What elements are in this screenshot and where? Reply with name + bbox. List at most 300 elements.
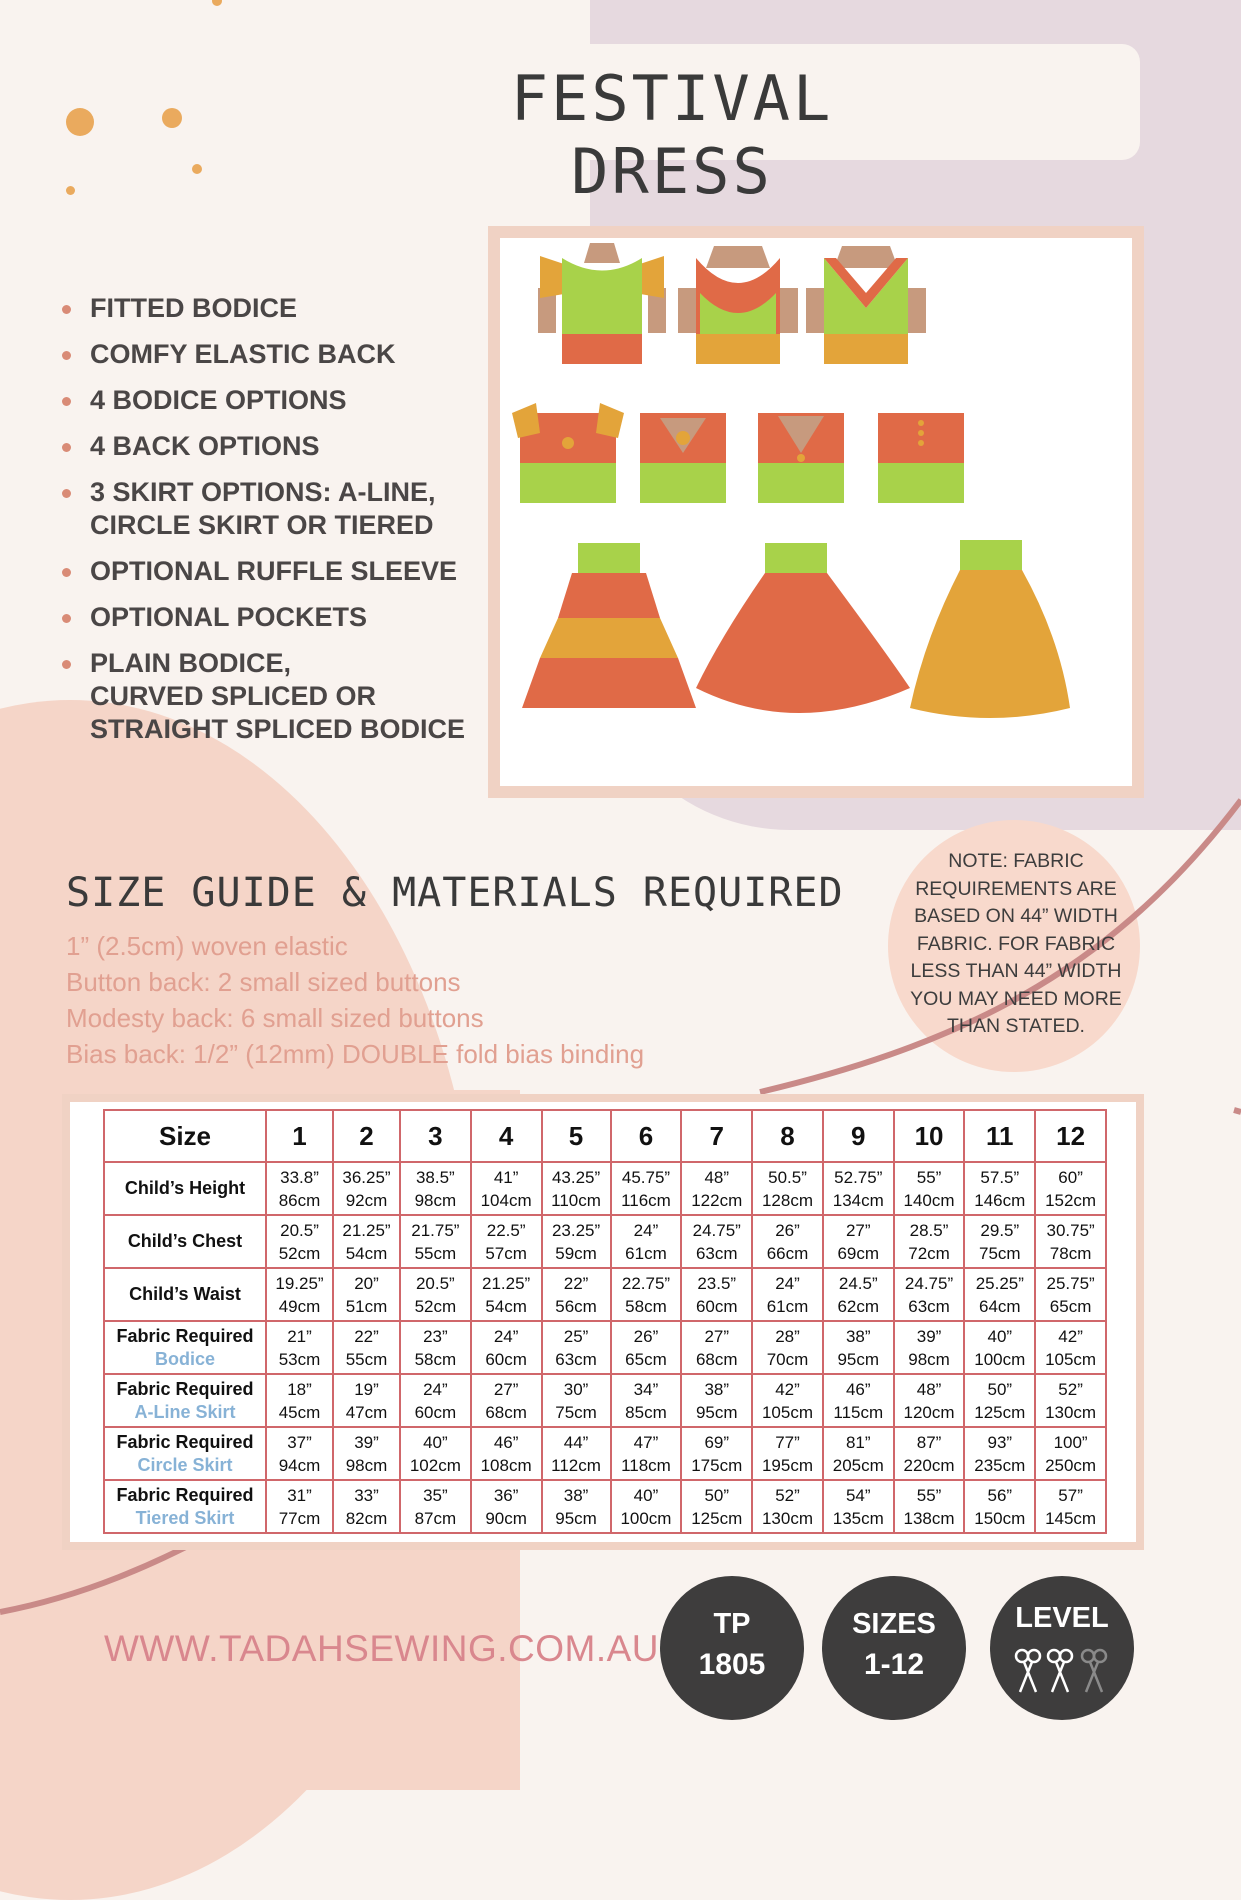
cell-inches: 18” xyxy=(287,1379,312,1399)
table-cell xyxy=(894,1427,965,1480)
table-cell xyxy=(681,1374,752,1427)
cell-cm: 95cm xyxy=(695,1402,738,1422)
row-sublabel: Bodice xyxy=(154,1348,215,1369)
table-cell xyxy=(333,1374,400,1427)
cell-cm: 70cm xyxy=(766,1349,809,1369)
size-header-cell: 2 xyxy=(333,1110,400,1162)
table-cell xyxy=(964,1162,1035,1215)
cell-inches: 54” xyxy=(845,1485,871,1505)
row-label-text: Fabric Required xyxy=(116,1378,254,1399)
cell-cm: 64cm xyxy=(979,1296,1021,1316)
table-row xyxy=(104,1268,1106,1321)
cell-cm: 63cm xyxy=(555,1349,597,1369)
table-cell xyxy=(333,1427,400,1480)
table-cell xyxy=(400,1268,471,1321)
table-cell xyxy=(681,1268,752,1321)
cell-cm: 95cm xyxy=(837,1349,880,1369)
cell-cm: 63cm xyxy=(695,1243,738,1263)
cell-inches: 24.75” xyxy=(692,1220,741,1240)
table-cell xyxy=(333,1162,400,1215)
cell-cm: 62cm xyxy=(837,1296,880,1316)
cell-inches: 22” xyxy=(354,1326,379,1346)
bodice-front-curved-icon xyxy=(678,246,798,364)
a-line-skirt-icon xyxy=(910,540,1070,718)
cell-cm: 104cm xyxy=(480,1190,532,1210)
cell-inches: 28” xyxy=(775,1326,800,1346)
cell-inches: 38” xyxy=(845,1326,871,1346)
cell-inches: 26” xyxy=(633,1326,659,1346)
table-cell xyxy=(1035,1480,1106,1533)
size-chart-table xyxy=(103,1109,1107,1534)
table-cell xyxy=(611,1321,682,1374)
cell-cm: 98cm xyxy=(908,1349,950,1369)
cell-cm: 125cm xyxy=(691,1508,743,1528)
cell-cm: 49cm xyxy=(278,1296,321,1316)
cell-cm: 105cm xyxy=(761,1402,813,1422)
table-cell xyxy=(823,1162,894,1215)
table-cell xyxy=(752,1162,823,1215)
table-row xyxy=(104,1374,1106,1427)
feature-item: 4 BACK OPTIONS xyxy=(62,430,510,463)
cell-cm: 85cm xyxy=(625,1402,667,1422)
cell-cm: 110cm xyxy=(551,1190,601,1210)
cell-inches: 24” xyxy=(423,1379,448,1399)
size-header-row xyxy=(104,1110,1106,1162)
cell-inches: 19.25” xyxy=(275,1273,324,1293)
website-link[interactable]: WWW.TADAHSEWING.COM.AU xyxy=(104,1628,659,1669)
back-option-modesty-icon xyxy=(878,413,964,503)
cell-cm: 82cm xyxy=(345,1508,388,1528)
cell-inches: 52” xyxy=(1058,1379,1083,1399)
table-cell xyxy=(752,1480,823,1533)
cell-cm: 53cm xyxy=(278,1349,321,1369)
size-header-cell: 10 xyxy=(894,1110,965,1162)
cell-inches: 27” xyxy=(845,1220,871,1240)
table-cell xyxy=(681,1321,752,1374)
cell-inches: 31” xyxy=(287,1485,312,1505)
cell-cm: 87cm xyxy=(414,1508,457,1528)
cell-cm: 195cm xyxy=(761,1455,813,1475)
size-header-cell: 6 xyxy=(611,1110,682,1162)
size-header-cell: 8 xyxy=(752,1110,823,1162)
fabric-note: NOTE: FABRIC REQUIREMENTS ARE BASED ON 44” WIDTH FABRIC. FOR FABRIC LESS THAN 44” WIDTH YOU MAY NEED MORE THAN STATED. xyxy=(910,850,1122,1037)
cell-cm: 86cm xyxy=(278,1190,321,1210)
table-cell xyxy=(752,1321,823,1374)
table-cell xyxy=(266,1374,333,1427)
table-cell xyxy=(542,1427,611,1480)
table-cell xyxy=(1035,1215,1106,1268)
cell-cm: 75cm xyxy=(555,1402,597,1422)
cell-cm: 116cm xyxy=(621,1190,671,1210)
cell-cm: 66cm xyxy=(766,1243,809,1263)
table-cell xyxy=(894,1268,965,1321)
decorative-dot xyxy=(192,164,202,174)
cell-inches: 36” xyxy=(493,1485,519,1505)
cell-cm: 100cm xyxy=(620,1508,672,1528)
cell-inches: 36.25” xyxy=(342,1167,391,1187)
table-cell xyxy=(611,1215,682,1268)
cell-inches: 40” xyxy=(423,1432,448,1452)
table-cell xyxy=(266,1268,333,1321)
cell-cm: 52cm xyxy=(278,1243,321,1263)
size-header-cell: 9 xyxy=(823,1110,894,1162)
feature-list xyxy=(62,292,510,759)
cell-cm: 69cm xyxy=(837,1243,880,1263)
cell-inches: 48” xyxy=(704,1167,730,1187)
cell-cm: 55cm xyxy=(414,1243,457,1263)
feature-item: OPTIONAL POCKETS xyxy=(62,601,510,634)
table-cell xyxy=(542,1480,611,1533)
cell-inches: 25” xyxy=(563,1326,589,1346)
cell-inches: 81” xyxy=(845,1432,871,1452)
row-label-text: Fabric Required xyxy=(116,1325,254,1346)
cell-inches: 35” xyxy=(423,1485,448,1505)
bodice-front-ruffle-icon xyxy=(538,243,666,364)
cell-cm: 115cm xyxy=(833,1402,884,1422)
cell-cm: 68cm xyxy=(695,1349,738,1369)
table-cell xyxy=(752,1374,823,1427)
cell-cm: 130cm xyxy=(761,1508,813,1528)
table-cell xyxy=(611,1427,682,1480)
cell-cm: 65cm xyxy=(1049,1296,1092,1316)
cell-cm: 54cm xyxy=(485,1296,527,1316)
cell-cm: 118cm xyxy=(621,1455,671,1475)
material-item: 1” (2.5cm) woven elastic xyxy=(66,931,348,961)
table-cell xyxy=(752,1427,823,1480)
cell-cm: 135cm xyxy=(832,1508,884,1528)
cell-inches: 38.5” xyxy=(415,1167,455,1187)
feature-item: OPTIONAL RUFFLE SLEEVE xyxy=(62,555,510,588)
table-cell xyxy=(611,1374,682,1427)
cell-inches: 50” xyxy=(987,1379,1013,1399)
pattern-code-badge: TP 1805 xyxy=(660,1576,804,1720)
cell-inches: 24” xyxy=(633,1220,659,1240)
feature-item: COMFY ELASTIC BACK xyxy=(62,338,510,371)
cell-cm: 108cm xyxy=(480,1455,532,1475)
size-header-cell: 5 xyxy=(542,1110,611,1162)
table-cell xyxy=(471,1374,542,1427)
cell-inches: 25.25” xyxy=(975,1273,1024,1293)
cell-cm: 130cm xyxy=(1045,1402,1097,1422)
cell-cm: 51cm xyxy=(345,1296,388,1316)
cell-cm: 120cm xyxy=(903,1402,955,1422)
cell-cm: 78cm xyxy=(1049,1243,1092,1263)
cell-cm: 140cm xyxy=(903,1190,955,1210)
cell-inches: 34” xyxy=(633,1379,659,1399)
cell-cm: 95cm xyxy=(555,1508,597,1528)
back-option-button-icon xyxy=(758,413,844,503)
size-header-cell: 11 xyxy=(964,1110,1035,1162)
table-row xyxy=(104,1321,1106,1374)
table-cell xyxy=(1035,1162,1106,1215)
cell-inches: 22.5” xyxy=(486,1220,526,1240)
scissors-rating-icon xyxy=(1010,1646,1114,1698)
cell-inches: 23.5” xyxy=(697,1273,737,1293)
table-cell xyxy=(823,1374,894,1427)
row-sublabel: Tiered Skirt xyxy=(135,1507,235,1528)
cell-cm: 98cm xyxy=(345,1455,388,1475)
decorative-dot xyxy=(162,108,182,128)
cell-cm: 65cm xyxy=(625,1349,667,1369)
row-label xyxy=(104,1215,266,1268)
cell-inches: 27” xyxy=(704,1326,730,1346)
row-label-text: Child’s Height xyxy=(124,1178,246,1198)
cell-inches: 20.5” xyxy=(280,1220,319,1240)
table-row xyxy=(104,1480,1106,1533)
cell-inches: 56” xyxy=(987,1485,1013,1505)
cell-inches: 39” xyxy=(354,1432,379,1452)
table-cell xyxy=(400,1162,471,1215)
cell-inches: 33” xyxy=(354,1485,379,1505)
table-cell xyxy=(964,1268,1035,1321)
cell-cm: 68cm xyxy=(485,1402,527,1422)
cell-inches: 57.5” xyxy=(980,1167,1020,1187)
decorative-dot xyxy=(66,186,75,195)
tiered-skirt-icon xyxy=(522,543,696,708)
table-cell xyxy=(266,1162,333,1215)
circle-skirt-icon xyxy=(696,543,910,713)
table-cell xyxy=(894,1480,965,1533)
cell-cm: 105cm xyxy=(1045,1349,1097,1369)
table-cell xyxy=(964,1480,1035,1533)
cell-inches: 33.8” xyxy=(280,1167,319,1187)
size-guide-title: SIZE GUIDE & MATERIALS REQUIRED xyxy=(66,870,844,916)
cell-cm: 61cm xyxy=(625,1243,667,1263)
cell-inches: 44” xyxy=(563,1432,589,1452)
table-cell xyxy=(752,1268,823,1321)
cell-cm: 150cm xyxy=(974,1508,1026,1528)
table-cell xyxy=(400,1321,471,1374)
table-cell xyxy=(333,1215,400,1268)
table-cell xyxy=(681,1162,752,1215)
table-cell xyxy=(681,1427,752,1480)
cell-cm: 145cm xyxy=(1045,1508,1097,1528)
cell-cm: 134cm xyxy=(832,1190,884,1210)
cell-cm: 72cm xyxy=(908,1243,950,1263)
cell-inches: 24.75” xyxy=(904,1273,954,1293)
table-cell xyxy=(823,1427,894,1480)
cell-cm: 112cm xyxy=(551,1455,601,1475)
size-header-cell: 1 xyxy=(266,1110,333,1162)
bodice-front-straight-icon xyxy=(806,246,926,364)
cell-inches: 43.25” xyxy=(551,1167,601,1187)
cell-cm: 57cm xyxy=(485,1243,527,1263)
cell-inches: 87” xyxy=(916,1432,942,1452)
table-cell xyxy=(611,1268,682,1321)
cell-cm: 100cm xyxy=(974,1349,1026,1369)
cell-cm: 58cm xyxy=(625,1296,667,1316)
size-header-cell: 4 xyxy=(471,1110,542,1162)
cell-inches: 57” xyxy=(1058,1485,1083,1505)
cell-cm: 52cm xyxy=(414,1296,457,1316)
size-header-cell: 7 xyxy=(681,1110,752,1162)
cell-cm: 94cm xyxy=(278,1455,321,1475)
cell-inches: 41” xyxy=(493,1167,519,1187)
cell-inches: 25.75” xyxy=(1046,1273,1095,1293)
table-cell xyxy=(266,1321,333,1374)
table-cell xyxy=(400,1215,471,1268)
level-badge: LEVEL xyxy=(990,1576,1134,1720)
cell-cm: 55cm xyxy=(345,1349,388,1369)
dress-illustrations xyxy=(500,238,1132,786)
table-cell xyxy=(1035,1321,1106,1374)
materials-list xyxy=(66,928,644,1072)
cell-inches: 20.5” xyxy=(415,1273,455,1293)
table-cell xyxy=(333,1321,400,1374)
cell-inches: 46” xyxy=(493,1432,519,1452)
cell-inches: 21” xyxy=(287,1326,312,1346)
cell-cm: 60cm xyxy=(414,1402,457,1422)
row-label xyxy=(104,1162,266,1215)
back-option-bow-icon xyxy=(640,413,726,503)
cell-inches: 27” xyxy=(493,1379,519,1399)
table-cell xyxy=(471,1268,542,1321)
table-cell xyxy=(266,1215,333,1268)
cell-inches: 28.5” xyxy=(909,1220,949,1240)
table-cell xyxy=(400,1374,471,1427)
table-cell xyxy=(894,1321,965,1374)
cell-inches: 42” xyxy=(1058,1326,1083,1346)
cell-cm: 47cm xyxy=(345,1402,388,1422)
cell-inches: 50” xyxy=(704,1485,730,1505)
row-label-text: Fabric Required xyxy=(116,1431,254,1452)
cell-cm: 54cm xyxy=(345,1243,388,1263)
cell-cm: 122cm xyxy=(691,1190,743,1210)
feature-item: 3 SKIRT OPTIONS: A-LINE, CIRCLE SKIRT OR TIERED xyxy=(62,476,510,542)
page-title: FESTIVAL DRESS xyxy=(510,62,834,208)
table-cell xyxy=(894,1162,965,1215)
cell-inches: 22” xyxy=(563,1273,589,1293)
cell-inches: 60” xyxy=(1058,1167,1083,1187)
table-cell xyxy=(471,1321,542,1374)
cell-inches: 47” xyxy=(633,1432,659,1452)
table-cell xyxy=(823,1268,894,1321)
cell-inches: 38” xyxy=(563,1485,589,1505)
cell-cm: 102cm xyxy=(409,1455,461,1475)
row-label-text: Fabric Required xyxy=(116,1484,254,1505)
table-row xyxy=(104,1215,1106,1268)
cell-inches: 22.75” xyxy=(621,1273,671,1293)
cell-cm: 58cm xyxy=(414,1349,457,1369)
table-cell xyxy=(471,1480,542,1533)
row-sublabel: Circle Skirt xyxy=(137,1454,233,1475)
table-cell xyxy=(681,1480,752,1533)
table-cell xyxy=(333,1480,400,1533)
table-cell xyxy=(471,1427,542,1480)
table-cell xyxy=(400,1427,471,1480)
cell-inches: 38” xyxy=(704,1379,730,1399)
cell-inches: 52” xyxy=(775,1485,800,1505)
table-cell xyxy=(333,1268,400,1321)
cell-cm: 235cm xyxy=(974,1455,1026,1475)
size-header-label: Size xyxy=(104,1110,266,1162)
material-item: Modesty back: 6 small sized buttons xyxy=(66,1003,484,1033)
table-row xyxy=(104,1427,1106,1480)
table-cell xyxy=(542,1321,611,1374)
table-cell xyxy=(611,1162,682,1215)
cell-inches: 23.25” xyxy=(551,1220,601,1240)
cell-cm: 60cm xyxy=(695,1296,738,1316)
cell-cm: 250cm xyxy=(1045,1455,1097,1475)
cell-cm: 125cm xyxy=(974,1402,1026,1422)
cell-inches: 48” xyxy=(916,1379,942,1399)
cell-inches: 77” xyxy=(775,1432,800,1452)
table-cell xyxy=(823,1480,894,1533)
row-label-text: Child’s Waist xyxy=(129,1284,241,1304)
table-cell xyxy=(894,1215,965,1268)
cell-cm: 146cm xyxy=(974,1190,1026,1210)
table-cell xyxy=(542,1162,611,1215)
table-cell xyxy=(1035,1427,1106,1480)
cell-inches: 24” xyxy=(493,1326,519,1346)
cell-cm: 92cm xyxy=(345,1190,388,1210)
cell-inches: 37” xyxy=(287,1432,312,1452)
table-cell xyxy=(823,1215,894,1268)
cell-inches: 55” xyxy=(916,1167,942,1187)
table-cell xyxy=(1035,1374,1106,1427)
material-item: Bias back: 1/2” (12mm) DOUBLE fold bias binding xyxy=(66,1039,645,1069)
table-cell xyxy=(823,1321,894,1374)
cell-inches: 52.75” xyxy=(834,1167,883,1187)
feature-item: PLAIN BODICE, CURVED SPLICED OR STRAIGHT SPLICED BODICE xyxy=(62,647,510,746)
size-header-cell: 3 xyxy=(400,1110,471,1162)
cell-cm: 220cm xyxy=(903,1455,955,1475)
table-cell xyxy=(266,1427,333,1480)
cell-inches: 24” xyxy=(775,1273,800,1293)
cell-inches: 46” xyxy=(845,1379,871,1399)
table-cell xyxy=(542,1374,611,1427)
cell-inches: 21.25” xyxy=(342,1220,391,1240)
size-header-cell: 12 xyxy=(1035,1110,1106,1162)
row-label-text: Child’s Chest xyxy=(127,1231,243,1251)
table-cell xyxy=(681,1215,752,1268)
row-label xyxy=(104,1268,266,1321)
cell-inches: 100” xyxy=(1053,1432,1088,1452)
cell-cm: 205cm xyxy=(832,1455,884,1475)
cell-inches: 29.5” xyxy=(980,1220,1020,1240)
row-sublabel: A-Line Skirt xyxy=(134,1401,236,1422)
table-cell xyxy=(611,1480,682,1533)
cell-cm: 98cm xyxy=(414,1190,457,1210)
cell-inches: 45.75” xyxy=(621,1167,671,1187)
cell-cm: 61cm xyxy=(766,1296,809,1316)
cell-cm: 152cm xyxy=(1045,1190,1097,1210)
dress-options-illustration xyxy=(500,238,1132,786)
cell-inches: 42” xyxy=(775,1379,800,1399)
cell-cm: 45cm xyxy=(278,1402,321,1422)
cell-cm: 128cm xyxy=(761,1190,813,1210)
row-label xyxy=(104,1480,266,1533)
cell-cm: 60cm xyxy=(485,1349,527,1369)
cell-inches: 23” xyxy=(423,1326,448,1346)
row-label xyxy=(104,1374,266,1427)
table-cell xyxy=(964,1374,1035,1427)
table-cell xyxy=(471,1162,542,1215)
cell-cm: 77cm xyxy=(278,1508,321,1528)
table-cell xyxy=(1035,1268,1106,1321)
table-cell xyxy=(964,1427,1035,1480)
table-cell xyxy=(752,1215,823,1268)
table-cell xyxy=(964,1321,1035,1374)
cell-inches: 93” xyxy=(987,1432,1013,1452)
cell-inches: 39” xyxy=(916,1326,942,1346)
cell-inches: 26” xyxy=(775,1220,800,1240)
sizes-badge: SIZES 1-12 xyxy=(822,1576,966,1720)
cell-cm: 90cm xyxy=(485,1508,527,1528)
cell-inches: 21.75” xyxy=(411,1220,460,1240)
table-cell xyxy=(266,1480,333,1533)
row-label xyxy=(104,1321,266,1374)
